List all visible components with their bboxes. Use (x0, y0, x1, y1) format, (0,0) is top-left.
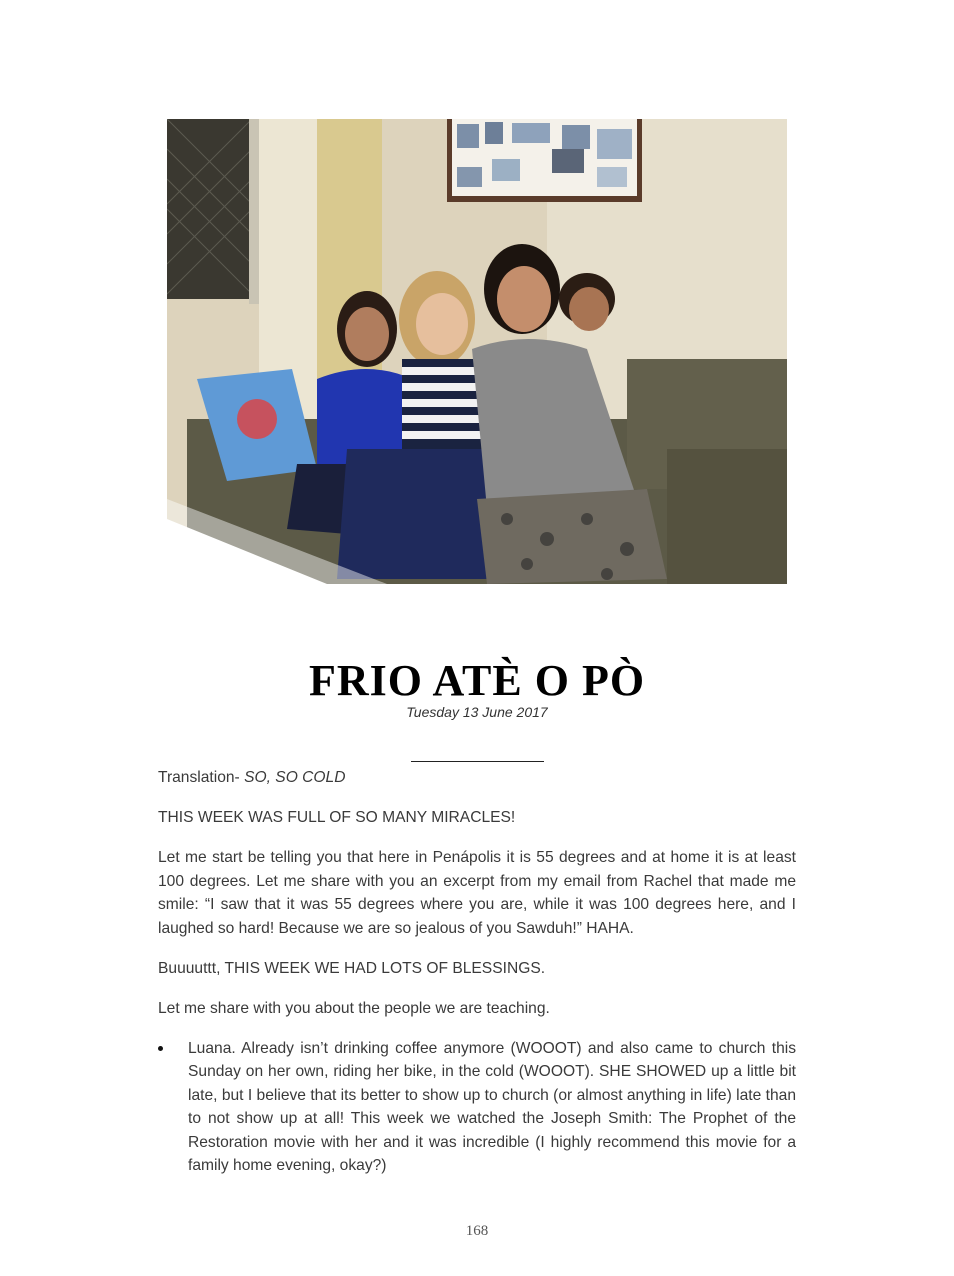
post-body (158, 766, 796, 1178)
list-item-text: Luana. Already isn’t drinking coffee anymore (WOOOT) and also came to church this Sunday on her own, riding her bike, in the cold (WOOOT). SHE SHOWED up a little bit late, but I believe that its better to show up to church (or almost anything in life) late than to not show up at all! This week we watched the Joseph Smith: The Prophet of the Restoration movie with her and it was incredible (I highly recommend this movie for a family home evening, okay?) (188, 1039, 796, 1174)
translation-line (158, 766, 796, 790)
post-date: Tuesday 13 June 2017 (406, 704, 548, 720)
photo-illustration (167, 119, 787, 584)
page-title: FRIO ATÈ O PÒ (308, 656, 646, 705)
divider (411, 761, 544, 762)
paragraph-4: Let me share with you about the people we are teaching. (158, 999, 550, 1017)
paragraph-1: THIS WEEK WAS FULL OF SO MANY MIRACLES! (158, 809, 516, 826)
bullet-list (158, 1037, 796, 1178)
bullet-icon (158, 1046, 163, 1051)
page-number: 168 (465, 1223, 489, 1239)
list-item (158, 1037, 796, 1178)
translation-prefix: Translation- (158, 769, 245, 786)
family-photo (167, 119, 787, 584)
paragraph-2: Let me start be telling you that here in Penápolis it is 55 degrees and at home it is at least 100 degrees. Let me share with you an excerpt from my email from Rachel that made me smile: “I saw that it was 55 degrees where you are, while it was 100 degrees here, and I laughed so hard! Because we are so jealous of you Sawduh!” HAHA. (158, 849, 796, 937)
translation-text: SO, SO COLD (244, 769, 346, 786)
paragraph-3: Buuuuttt, THIS WEEK WE HAD LOTS OF BLESSINGS. (158, 959, 546, 977)
